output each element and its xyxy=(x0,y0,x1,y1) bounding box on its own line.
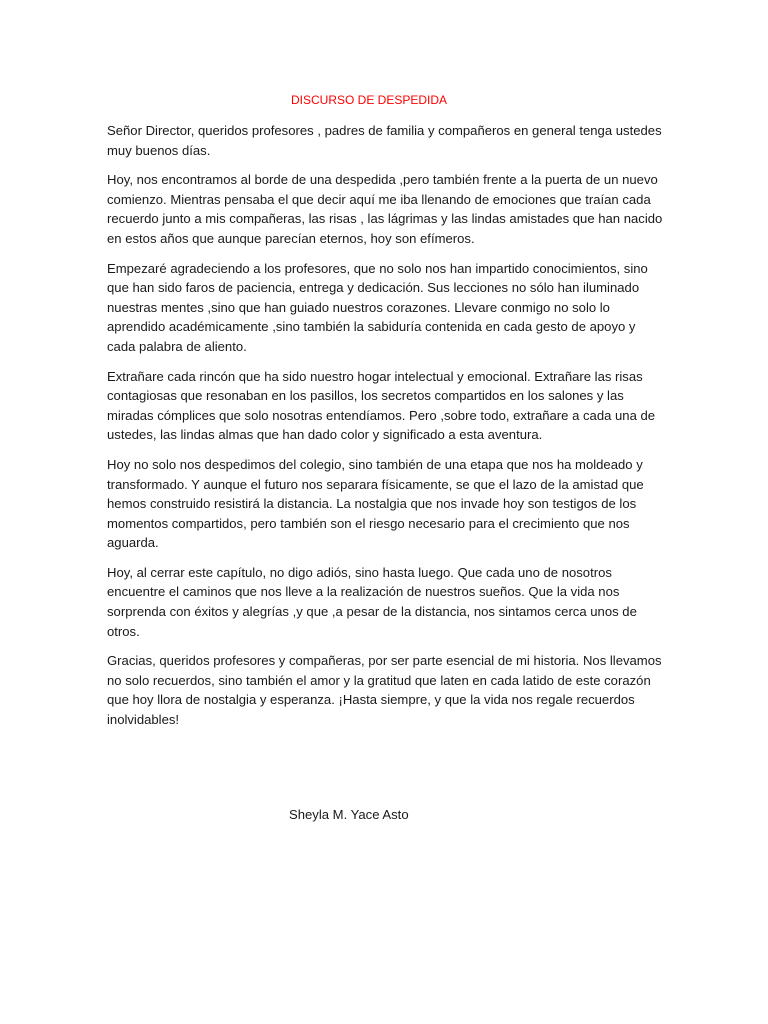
signature: Sheyla M. Yace Asto xyxy=(289,807,409,822)
paragraph-school-stage: Hoy no solo nos despedimos del colegio, sino también de una etapa que nos ha moldeado y transformado. Y aunque el futuro nos separara físicamente, se que el lazo de la amistad que hemos construido resistirá la distancia. La nostalgia que nos invade hoy son testigos de los momentos compartidos, pero también son el riesgo necesario para el crecimiento que nos aguarda. xyxy=(107,456,644,551)
paragraph-memories: Extrañare cada rincón que ha sido nuestro hogar intelectual y emocional. Extrañare las risas contagiosas que resonaban en los pasillos, los secretos compartidos en los salones y las miradas cómplices que solo nosotras entendíamos. Pero ,sobre todo, extrañare a cada una de ustedes, las lindas almas que han dado color y significado a esta aventura. xyxy=(107,368,656,443)
document-title: DISCURSO DE DESPEDIDA xyxy=(290,93,448,107)
document-body xyxy=(107,121,667,740)
paragraph-greeting: Señor Director, queridos profesores , padres de familia y compañeros en general tenga ustedes muy buenos días. xyxy=(107,123,662,158)
paragraph-thanks: Gracias, queridos profesores y compañeras, por ser parte esencial de mi historia. Nos llevamos no solo recuerdos, sino también el amor y la gratitud que laten en cada latido de este corazón que hoy llora de nostalgia y esperanza. ¡Hasta siempre, y que la vida nos regale recuerdos inolvidables! xyxy=(107,653,662,728)
paragraph-teachers: Empezaré agradeciendo a los profesores, que no solo nos han impartido conocimientos, sino que han sido faros de paciencia, entrega y dedicación. Sus lecciones no sólo han iluminado nuestras mentes ,sino que han guiado nuestros corazones. Llevare conmigo no solo lo aprendido académicamente ,sino también la sabiduría contenida en cada gesto de apoyo y cada palabra de aliento. xyxy=(107,260,648,354)
paragraph-farewell-intro: Hoy, nos encontramos al borde de una despedida ,pero también frente a la puerta de un nuevo comienzo. Mientras pensaba el que decir aquí me iba llenando de emociones que traían cada recuerdo junto a mis compañeras, las risas , las lágrimas y las lindas amistades que han nacido en estos años que aunque parecían eternos, hoy son efímeros. xyxy=(107,172,663,246)
paragraph-chapter-closing: Hoy, al cerrar este capítulo, no digo adiós, sino hasta luego. Que cada uno de nosotros encuentre el caminos que nos lleve a la realización de nuestros sueños. Que la vida nos sorprenda con éxitos y alegrías ,y que ,a pesar de la distancia, nos sintamos cerca unos de otros. xyxy=(107,564,637,639)
